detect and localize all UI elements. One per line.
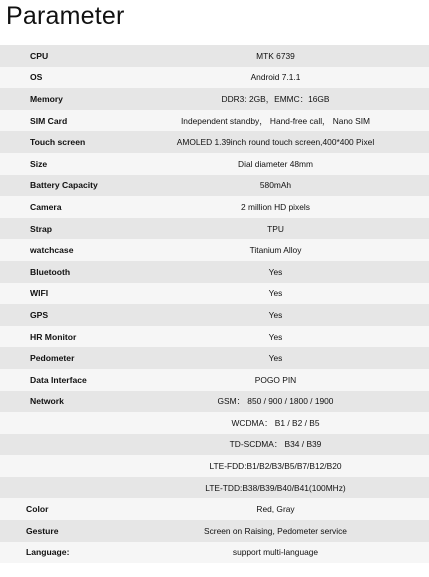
row-value: support multi-language [232, 547, 319, 558]
row-label: WIFI [30, 288, 49, 299]
row-value: WCDMA： B1 / B2 / B5 [231, 417, 320, 428]
table-row [0, 45, 429, 67]
row-value: AMOLED 1.39inch round touch screen,400*400 Pixel [176, 137, 375, 148]
row-label: CPU [30, 50, 49, 61]
row-label: SIM Card [30, 115, 68, 126]
row-value: Screen on Raising, Pedometer service [204, 525, 347, 536]
row-label: Battery Capacity [30, 180, 98, 191]
row-label: HR Monitor [30, 331, 77, 342]
row-label: Camera [30, 201, 62, 212]
row-value: GSM： 850 / 900 / 1800 / 1900 [217, 396, 334, 407]
table-row [0, 520, 429, 542]
row-label: OS [30, 72, 43, 83]
row-value: LTE-FDD:B1/B2/B3/B5/B7/B12/B20 [209, 461, 342, 472]
table-row [0, 477, 429, 499]
row-label: Memory [30, 93, 63, 104]
parameter-table [0, 45, 429, 563]
table-row [0, 326, 429, 348]
row-value: DDR3: 2GB，EMMC：16GB [221, 93, 330, 104]
row-label: Strap [30, 223, 52, 234]
table-row [0, 175, 429, 197]
table-row [0, 391, 429, 413]
row-value: 580mAh [259, 180, 292, 191]
row-value: Dial diameter 48mm [238, 158, 313, 169]
row-label: Network [30, 396, 64, 407]
row-label: Touch screen [30, 137, 86, 148]
row-label: Gesture [26, 525, 59, 536]
table-row [0, 110, 429, 132]
row-value: Yes [268, 266, 283, 277]
row-label: watchcase [30, 245, 74, 256]
page-title: Parameter [6, 2, 125, 30]
row-value: TPU [267, 223, 284, 234]
row-value: LTE-TDD:B38/B39/B40/B41(100MHz) [205, 482, 346, 493]
table-row [0, 498, 429, 520]
table-row [0, 455, 429, 477]
table-row [0, 131, 429, 153]
table-row [0, 153, 429, 175]
table-row [0, 239, 429, 261]
table-row [0, 67, 429, 89]
row-value: Yes [268, 288, 283, 299]
row-value: Android 7.1.1 [250, 72, 301, 83]
table-row [0, 542, 429, 564]
row-value: Yes [268, 309, 283, 320]
row-label: Pedometer [30, 353, 75, 364]
table-row [0, 88, 429, 110]
table-row [0, 347, 429, 369]
row-label: Bluetooth [30, 266, 71, 277]
row-value: MTK 6739 [256, 50, 295, 61]
row-label: Size [30, 158, 48, 169]
table-row [0, 196, 429, 218]
row-value: POGO PIN [254, 374, 297, 385]
row-value: Red, Gray [256, 504, 295, 515]
row-value: Independent standby， Hand-free call， Nano SIM [180, 115, 370, 126]
row-label: Color [26, 504, 49, 515]
table-row [0, 218, 429, 240]
row-value: Yes [268, 331, 283, 342]
row-value: 2 million HD pixels [241, 201, 310, 212]
row-label: GPS [30, 309, 49, 320]
table-row [0, 283, 429, 305]
row-value: Titanium Alloy [249, 245, 302, 256]
table-row [0, 304, 429, 326]
row-label: Data Interface [30, 374, 87, 385]
row-label: Language: [26, 547, 70, 558]
table-row [0, 434, 429, 456]
table-row [0, 369, 429, 391]
row-value: TD-SCDMA： B34 / B39 [229, 439, 322, 450]
table-row [0, 412, 429, 434]
table-row [0, 261, 429, 283]
row-value: Yes [268, 353, 283, 364]
